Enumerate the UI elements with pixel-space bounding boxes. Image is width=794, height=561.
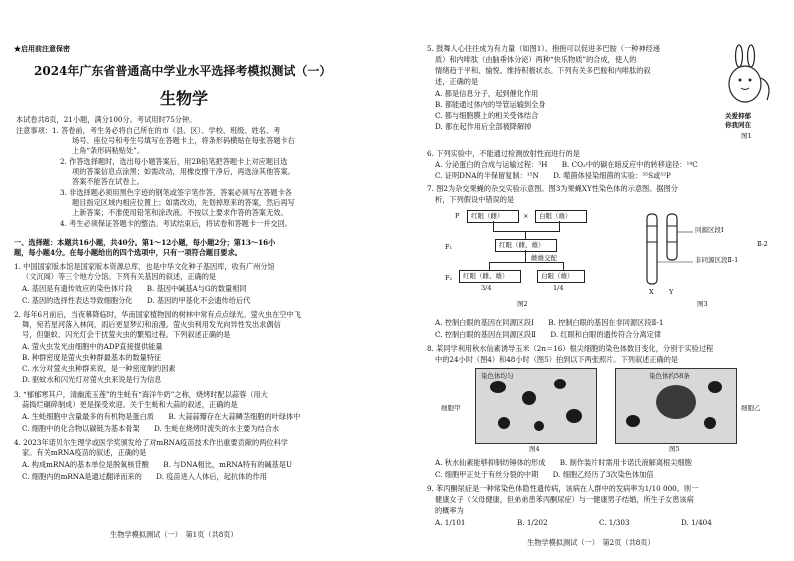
parent-female-label: 红眼（雌） [471, 212, 504, 220]
fig4-cell-label: 细胞甲 [441, 404, 461, 412]
question-line: 3. “郁郁寒其户，清幽流玉莲”的生蚝有“海洋牛奶”之称，烧烤时配以蒜蓉（用大 [14, 390, 268, 399]
option-line: A. 都是信息分子，起到催化作用 [435, 89, 539, 98]
option-line: B. 都能通过体内的导管运输到全身 [435, 100, 546, 109]
question-line: 舞，宛若星河落入林间，雨后更显梦幻和浪漫。萤火虫利用发光向异性发出求偶信 [22, 320, 281, 329]
chromosome-diagram [643, 212, 693, 292]
option-line: A. 控制白眼的基因在同源区段Ⅰ B. 控制白眼的基因在非同源区段Ⅱ-1 [435, 318, 664, 327]
option-line: C. 水分对萤火虫种群来说，是一种密度制约因素 [22, 364, 176, 373]
question-line: 情绪趋于平和、愉悦、维持积极状态。下列有关多巴胺和内啡肽的叙 [435, 66, 651, 75]
option-line: A. 构成mRNA的基本单位是脱氧核苷酸 B. 与DNA相比，mRNA特有的碱基是U [22, 460, 293, 469]
exam-title: 2024年广东省普通高中学业水平选择考模拟测试（一） [34, 64, 332, 78]
f2-white-label: 白眼（雄） [541, 272, 574, 280]
option-b: B. 1/202 [517, 518, 548, 527]
figure-2-caption: 图2 [517, 300, 528, 308]
non-homologous-label: 非同源区段Ⅱ-1 [695, 256, 739, 264]
hug-illustration [715, 44, 781, 110]
notice-line: 项的答案信息点涂黑；如需改动，用橡皮擦干净后，再选涂其他答案。 [72, 167, 295, 176]
option-a: A. 1/101 [435, 518, 466, 527]
notice-line: 上新答案；不准使用铅笔和涂改液。不按以上要求作答的答案无效。 [72, 208, 288, 217]
option-line: C. 基因的选择性表达导致细胞分化 D. 基因的甲基化不会遗传给后代 [22, 296, 251, 305]
question-line: 6. 下列实验中，不能通过检测放射性而进行的是 [427, 149, 580, 158]
generation-label: F₂ [445, 274, 453, 282]
page-footer: 生物学模拟测试（一） 第2页（共8页） [527, 538, 655, 547]
page-2 [397, 0, 794, 561]
page-footer: 生物学模拟测试（一） 第1页（共8页） [110, 530, 238, 539]
connector-line [563, 262, 564, 270]
option-line: D. 都在起作用后全部被降解掉 [435, 122, 532, 131]
figure-2 [437, 206, 607, 312]
question-line: 号，但躯蚁、闪光灯会干扰萤火虫的繁殖过程。下列叙述正确的是 [22, 330, 231, 339]
notice-line: 上角“条形码粘贴处”。 [72, 146, 145, 155]
option-line: A. 基因是有遗传效应的染色体片段 B. 基因中碱基A与G的数量相同 [22, 284, 247, 293]
figure-1-caption: 图1 [741, 132, 752, 140]
notice-line: 场号、座位号和考生号填写在答题卡上，将条形码横贴在每张答题卡右 [72, 136, 295, 145]
connector-line [525, 250, 526, 262]
figure-1-label: 关爱抑郁 [725, 112, 751, 120]
connector-line [559, 221, 560, 231]
figure-1 [715, 44, 781, 140]
option-line: A. 生蚝细胞中含量最多的有机物是蛋白质 B. 大蒜蒜瓣存在大蒜鳞茎细胞的叶绿体中 [22, 412, 301, 421]
f1-label: 红眼（雌、雄） [499, 241, 545, 249]
question-line: （文沉阁）等三个地方分馆。下列有关基因的叙述，正确的是 [22, 272, 217, 281]
option-line: C. 证明DNA的半保留复制：¹⁵N D. 噬菌体侵染细菌的实验：³⁵S或³²P [435, 171, 671, 180]
connector-line [489, 262, 490, 270]
question-line: 述，正确的是 [435, 77, 479, 86]
notice-line: 注意事项：1. 答卷前，考生务必将自己所在的市（县、区）、学校、班级、姓名、考 [16, 126, 281, 135]
intro-text: 本试卷共8页，21小题，满分100分。考试用时75分钟。 [16, 115, 197, 124]
confidential-note: ★启用前注意保密 [14, 44, 70, 53]
subject-title: 生物学 [160, 89, 209, 108]
question-line: 8. 某同学利用秋水仙素诱导玉米（2n＝16）根尖细胞的染色体数目变化，分别于实验过程 [427, 344, 714, 353]
option-line: C. 细胞内的mRNA是通过翻译而来的 D. 疫苗进入人体后，起抗体的作用 [22, 472, 267, 481]
parent-male-label: 白眼（雄） [539, 212, 572, 220]
notice-line: 4. 考生必须保证答题卡的整洁。考试结束后，将试卷和答题卡一并交回。 [60, 219, 292, 228]
question-line: 5. 鼓舞人心往往成为有力量（如图1）。抱抱可以促进多巴胺（一种神经递 [427, 44, 660, 53]
option-d: D. 1/404 [681, 518, 712, 527]
fig4-annotation: 染色体均匀 [481, 372, 514, 380]
x-chromosome-label: X [649, 288, 654, 296]
fig5-cell-label: 细胞乙 [741, 404, 761, 412]
question-line: 析，下列假设中错误的是 [435, 195, 515, 204]
fig5-annotation: 染色体约58条 [649, 372, 690, 380]
section-heading: 一、选择题：本题共16小题，共40分。第1～12小题，每小题2分；第13～16小 [14, 238, 276, 247]
option-line: C. 控制白眼的基因在同源区段Ⅱ D. 红眼和白眼的遗传符合分离定律 [435, 330, 662, 339]
ratio-label: 3/4 [481, 284, 492, 292]
question-line: 质）和内啡肽（由脑垂体分泌）两种“快乐物质”的合成，使人的 [435, 55, 637, 64]
option-line: A. 萤火虫发光由细胞中的ADP直接提供能量 [22, 342, 163, 351]
question-line: 9. 苯丙酮尿症是一种常染色体隐性遗传病，该病在人群中的发病率为1/10 000。则一 [427, 484, 699, 493]
question-line: 的概率为 [435, 506, 464, 515]
question-line: 蒜捣烂碾碎制成）更是探受欢迎。关于生蚝和大蒜的叙述，正确的是 [22, 400, 238, 409]
question-line: 2. 每年6月前后，当夜幕降临时，华南国家植物园的树林中常有点点绿光。萤火虫在空中飞 [14, 310, 301, 319]
figure-1-label: 你我同在 [725, 121, 751, 129]
connector-line [493, 231, 560, 232]
notice-line: 题目指定区域内相应位置上；如需改动，先划掉原来的答案，然后再写 [72, 198, 295, 207]
f2-red-label: 红眼（雌、雄） [463, 272, 509, 280]
option-line: D. 驱蚊水和闪光灯对萤火虫来说是行为信息 [22, 375, 162, 384]
y-chromosome-label: Y [669, 288, 674, 296]
question-line: 4. 2023年诺贝尔生理学或医学奖颁发给了对mRNA疫苗技术作出重要贡献的两位科学 [14, 438, 288, 447]
question-line: 家。有关mRNA疫苗的叙述，正确的是 [22, 448, 147, 457]
option-line: C. 都与细胞膜上的相关受体结合 [435, 111, 539, 120]
option-line: C. 细胞中的化合物以碳链为基本骨架 D. 生蚝在烧烤时流失的水主要为结合水 [22, 424, 280, 433]
connector-line [525, 231, 526, 239]
option-line: A. 分泌蛋白的合成与运输过程：³H B. CO₂中的碳在暗反应中的转移途径：¹⁴C [435, 160, 698, 169]
notice-line: 3. 非选择题必须用黑色字迹的钢笔或签字笔作答，答案必须写在答题卡各 [60, 188, 292, 197]
option-c: C. 1/303 [599, 518, 630, 527]
option-line: A. 秋水仙素能够抑制纺锤体的形成 B. 制作装片时需用卡诺氏液解离根尖细胞 [435, 458, 692, 467]
cross-note: 雌雄交配 [531, 254, 557, 262]
homologous-region-label: 同源区段Ⅰ [695, 226, 724, 234]
question-line: 中的24小时（图4）和48小时（图5）拍到以下两张照片。下列叙述正确的是 [435, 355, 679, 364]
ratio-label: 1/4 [553, 284, 564, 292]
generation-label: F₁ [445, 243, 453, 251]
question-line: 健康女子（父母健康，但弟弟患苯丙酮尿症）与一健康男子结婚，所生子女患该病 [435, 495, 694, 504]
section-heading: 题，每小题4分。在每小题给出的四个选项中，只有一项符合题目要求。 [14, 248, 242, 257]
option-line: B. 种群密度是萤火虫种群最基本的数量特征 [22, 353, 162, 362]
figure-5-caption: 图5 [669, 445, 680, 453]
figure-4-caption: 图4 [529, 445, 540, 453]
figure-3 [617, 206, 787, 312]
notice-line: 2. 作答选择题时，选出每小题答案后，用2B铅笔把答题卡上对应题目选 [60, 157, 288, 166]
generation-label: P [455, 212, 460, 220]
figure-3-caption: 图3 [697, 300, 708, 308]
connector-line [493, 221, 494, 231]
question-line: 1. 中国国家版本馆是国家版本资源总库，也是中华文化种子基因库，收有广州分馆 [14, 262, 275, 271]
region-ii2-label: Ⅱ-2 [757, 240, 768, 248]
option-line: C. 细胞甲正处于有丝分裂的中期 D. 细胞乙经历了3次染色体加倍 [435, 470, 654, 479]
notice-line: 答案不能答在试卷上。 [72, 177, 144, 186]
cross-symbol: × [523, 212, 529, 220]
question-line: 7. 图2为杂交果蝇的杂交实验示意图。图3为果蝇XY性染色体的示意图。据图分 [427, 184, 678, 193]
connector-line [489, 262, 563, 263]
